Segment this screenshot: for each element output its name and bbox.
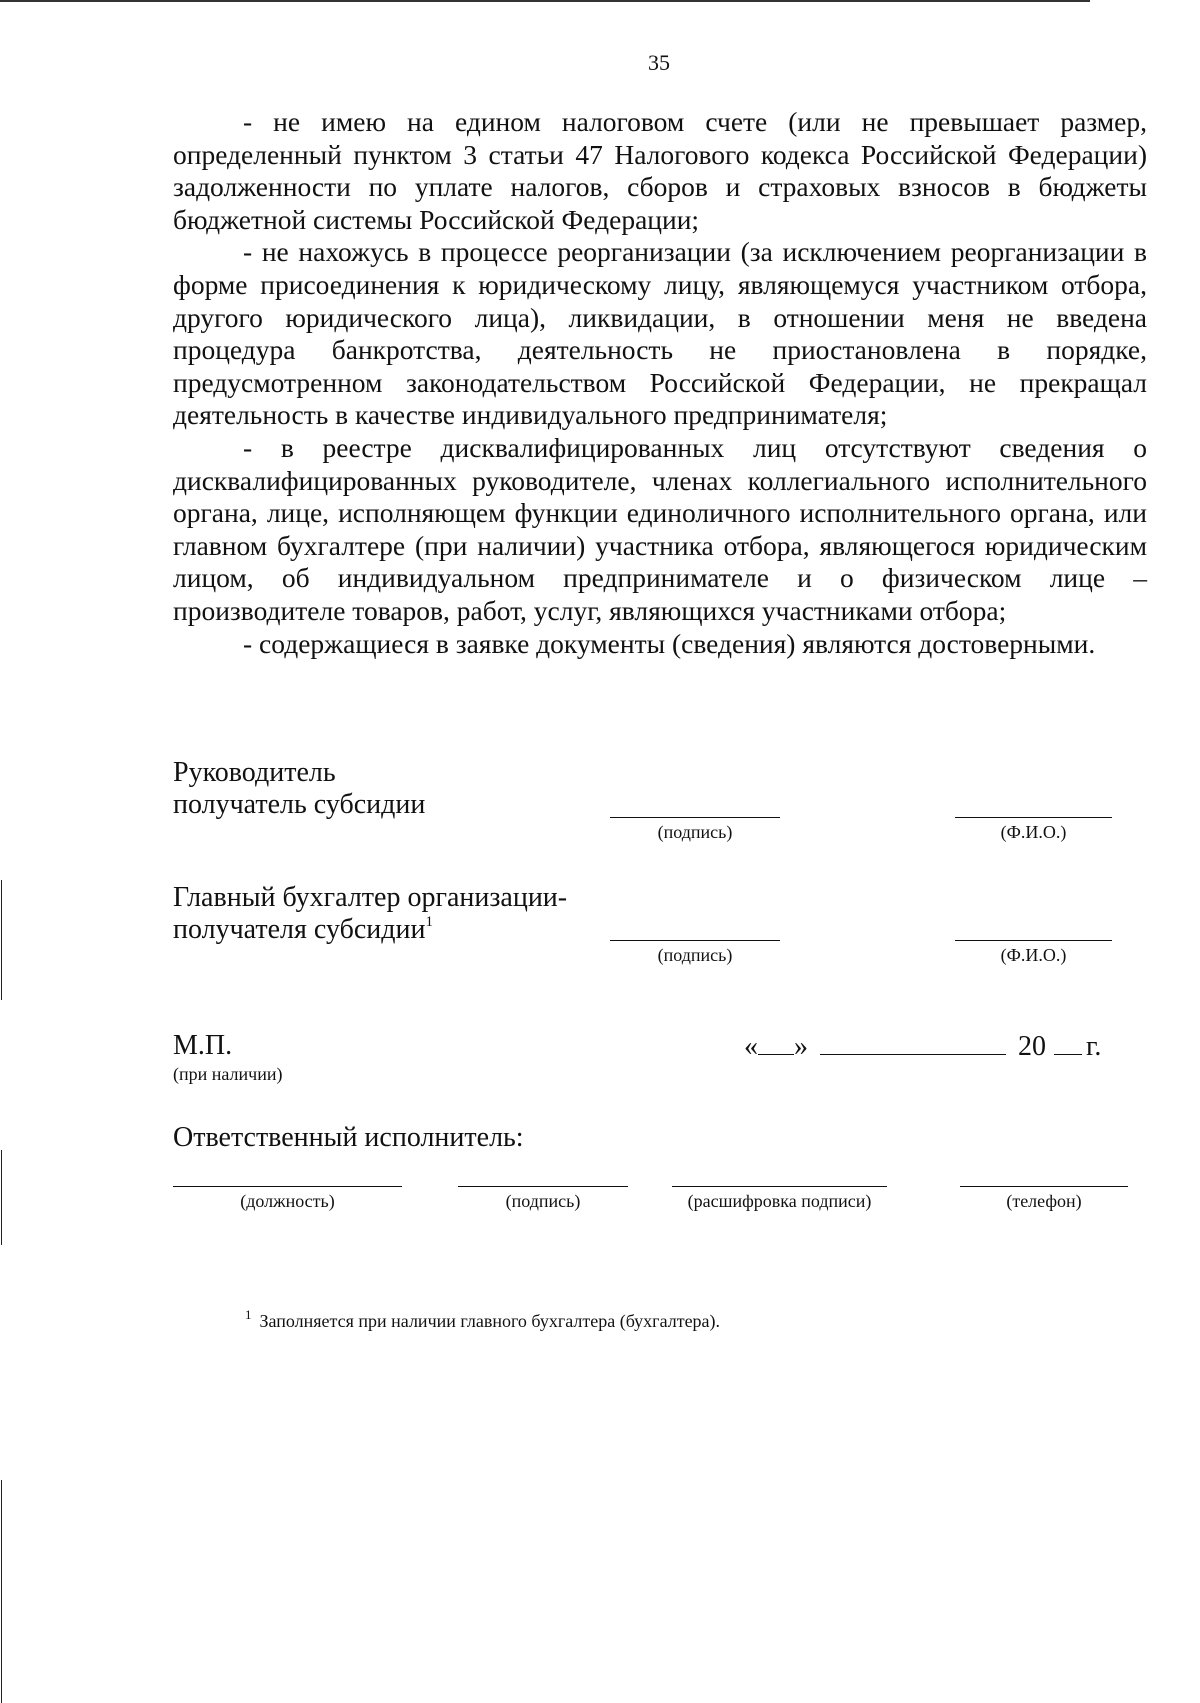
date-field <box>744 1031 1101 1063</box>
accountant-label-line2 <box>173 914 567 946</box>
executor-signature-caption: (подпись) <box>505 1191 581 1211</box>
accountant-signature-caption: (подпись) <box>657 945 733 965</box>
head-signature-caption: (подпись) <box>657 822 733 842</box>
position-caption: (должность) <box>240 1191 335 1211</box>
decoding-caption: (расшифровка подписи) <box>687 1191 872 1211</box>
scan-edge-left <box>1 1480 2 1703</box>
accountant-name-caption: (Ф.И.О.) <box>1000 945 1067 965</box>
head-label-line1: Руководитель <box>173 757 336 788</box>
year-blank[interactable] <box>1054 1032 1082 1055</box>
head-signature-line[interactable] <box>610 817 780 818</box>
day-blank[interactable] <box>758 1032 794 1055</box>
accountant-signature-line[interactable] <box>610 940 780 941</box>
head-label <box>173 757 425 821</box>
scan-edge-left <box>1 1150 2 1245</box>
date-open-quote: « <box>744 1031 758 1062</box>
executor-signature-line[interactable] <box>458 1186 628 1187</box>
accountant-label-line1: Главный бухгалтер организации- <box>173 882 568 913</box>
page-number: 35 <box>648 50 670 75</box>
scan-edge-top <box>0 0 1090 2</box>
responsible-title: Ответственный исполнитель: <box>173 1122 524 1153</box>
decoding-line[interactable] <box>672 1186 887 1187</box>
accountant-label <box>173 882 567 946</box>
month-blank[interactable] <box>820 1032 1006 1055</box>
footnote-text: Заполняется при наличии главного бухгалтера (бухгалтера). <box>259 1311 721 1331</box>
date-close-quote: » <box>794 1031 808 1062</box>
phone-caption: (телефон) <box>1006 1191 1082 1211</box>
head-label-line2: получатель субсидии <box>173 789 426 820</box>
footnote-mark: 1 <box>245 1307 252 1322</box>
head-name-line[interactable] <box>955 817 1112 818</box>
accountant-label-text: получателя субсидии <box>173 914 426 945</box>
phone-line[interactable] <box>960 1186 1128 1187</box>
declaration-paragraph: - не имею на едином налоговом счете (или не превышает размер, определенный пунктом 3 статьи 47 Налогового кодекса Российской Федерации) задолженности по уплате налогов, сборов и страховых взносов в бюджеты бюджетной системы Российской Федерации; <box>173 106 1147 235</box>
accountant-name-line[interactable] <box>955 940 1112 941</box>
declaration-paragraph: - содержащиеся в заявке документы (сведения) являются достоверными. <box>243 627 1096 659</box>
stamp-note: (при наличии) <box>173 1064 283 1084</box>
footnote-reference: 1 <box>425 914 433 930</box>
declaration-body <box>173 106 1147 660</box>
position-line[interactable] <box>173 1186 402 1187</box>
year-century: 20 <box>1018 1031 1046 1062</box>
stamp-label: М.П. <box>173 1030 233 1061</box>
head-name-caption: (Ф.И.О.) <box>1000 822 1067 842</box>
year-suffix: г. <box>1086 1031 1102 1062</box>
declaration-paragraph: - не нахожусь в процессе реорганизации (за исключением реорганизации в форме присоединения к юридическому лицу, являющемуся участником отбора, другого юридического лица), ликвидации, в отношении меня не введена процедура банкротства, деятельность не приостановлена в порядке, предусмотренном законодательством Российской Федерации, не прекращал деятельность в качестве индивидуального предпринимателя; <box>173 236 1147 431</box>
scan-edge-left <box>1 880 2 1000</box>
declaration-paragraph: - в реестре дисквалифицированных лиц отсутствуют сведения о дисквалифицированных руководителе, членах коллегиального исполнительного органа, лице, исполняющем функции единоличного исполнительного органа, или главном бухгалтере (при наличии) участника отбора, являющегося юридическим лицом, об индивидуальном предпринимателе и о физическом лице – производителе товаров, работ, услуг, являющихся участниками отбора; <box>173 431 1147 626</box>
footnote <box>245 1307 720 1332</box>
